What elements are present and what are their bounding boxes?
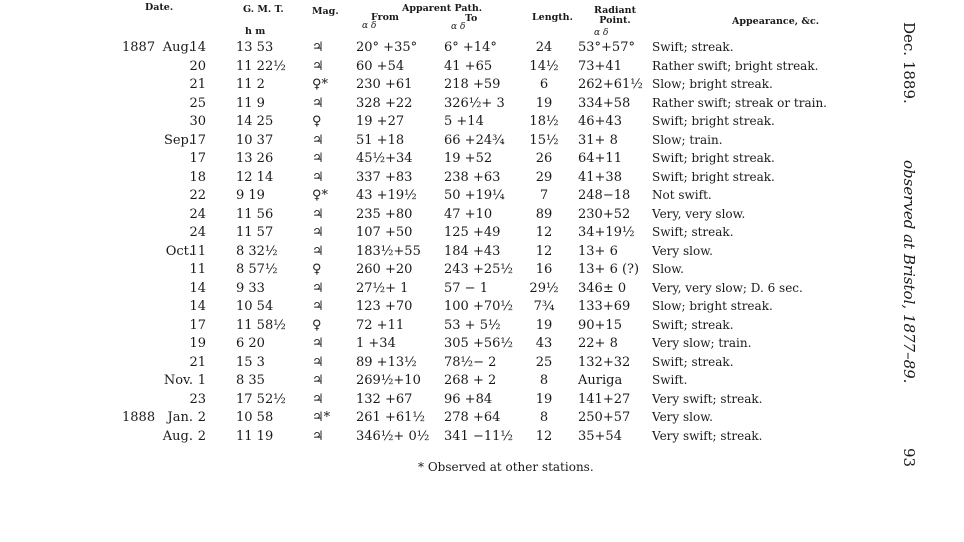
cell-to: 53 + 5½ xyxy=(444,317,501,333)
cell-from: 132 +67 xyxy=(356,391,413,407)
cell-from: 230 +61 xyxy=(356,77,413,92)
cell-day: 24 xyxy=(189,225,206,240)
table-row xyxy=(0,225,900,243)
cell-length: 43 xyxy=(535,336,553,351)
cell-gmt: 11 58½ xyxy=(236,317,286,333)
cell-day: 14 xyxy=(189,299,206,314)
cell-month: Aug. xyxy=(162,40,193,55)
cell-from: 72 +11 xyxy=(356,317,405,333)
cell-mag: ♃ xyxy=(312,151,324,166)
cell-day: 14 xyxy=(189,40,206,55)
header-apparent-path: Apparent Path. xyxy=(402,3,483,14)
cell-gmt: 13 53 xyxy=(236,40,274,55)
cell-mag: ♀ xyxy=(312,262,322,277)
cell-length: 89 xyxy=(535,206,553,222)
cell-radiant: 13+ 6 (?) xyxy=(578,262,640,277)
cell-mag: ♀* xyxy=(312,77,329,92)
cell-mag: ♃ xyxy=(312,373,324,388)
cell-radiant: 132+32 xyxy=(578,354,631,370)
cell-radiant: 41+38 xyxy=(578,169,622,185)
cell-gmt: 11 57 xyxy=(236,225,274,240)
cell-appearance: Very slow. xyxy=(652,243,713,258)
cell-radiant: 53°+57° xyxy=(578,40,635,55)
cell-gmt: 17 52½ xyxy=(236,391,286,407)
cell-appearance: Swift; streak. xyxy=(652,40,734,54)
cell-radiant: 64+11 xyxy=(578,151,622,166)
cell-appearance: Very swift; streak. xyxy=(652,428,763,443)
cell-day: 17 xyxy=(189,151,206,166)
table-row xyxy=(0,40,900,58)
cell-to: 47 +10 xyxy=(444,206,493,222)
cell-radiant: 46+43 xyxy=(578,114,622,129)
cell-length: 12 xyxy=(535,243,553,259)
cell-appearance: Very, very slow. xyxy=(652,206,746,221)
table-row xyxy=(0,151,900,169)
header-to-alpha-delta: α δ xyxy=(451,22,466,32)
cell-from: 337 +83 xyxy=(356,169,413,185)
cell-mag: ♃ xyxy=(312,391,324,407)
cell-gmt: 8 57½ xyxy=(236,262,278,277)
header-gmt-units: h m xyxy=(245,26,266,37)
cell-appearance: Swift; bright streak. xyxy=(652,114,775,128)
cell-gmt: 9 33 xyxy=(236,280,265,296)
cell-radiant: 31+ 8 xyxy=(578,132,618,148)
cell-day: 30 xyxy=(189,114,206,129)
cell-radiant: 230+52 xyxy=(578,206,631,222)
cell-length: 25 xyxy=(535,354,553,370)
cell-month: Sep. xyxy=(163,132,193,148)
cell-day: 24 xyxy=(189,206,206,222)
header-radiant-alpha-delta: α δ xyxy=(594,28,609,38)
cell-gmt: 11 22½ xyxy=(236,58,286,74)
table-row xyxy=(0,133,900,151)
cell-appearance: Swift; bright streak. xyxy=(652,169,775,184)
cell-from: 27½+ 1 xyxy=(356,280,409,296)
cell-length: 29½ xyxy=(529,280,559,296)
cell-from: 1 +34 xyxy=(356,336,396,351)
table-row xyxy=(0,336,900,354)
cell-radiant: 346± 0 xyxy=(578,280,627,296)
cell-length: 8 xyxy=(539,373,549,388)
cell-day: 2 xyxy=(197,410,206,425)
cell-from: 269½+10 xyxy=(356,373,421,388)
cell-day: 25 xyxy=(189,95,206,111)
header-appearance: Appearance, &c. xyxy=(732,16,820,27)
table-row xyxy=(0,77,900,95)
cell-gmt: 12 14 xyxy=(236,169,274,185)
table-row xyxy=(0,373,900,391)
table-row xyxy=(0,170,900,188)
cell-day: 17 xyxy=(189,317,206,333)
cell-mag: ♃ xyxy=(312,243,324,259)
header-radiant-point: Radiant Point. xyxy=(594,5,636,26)
table-row xyxy=(0,262,900,280)
cell-appearance: Not swift. xyxy=(652,188,712,202)
cell-radiant: 73+41 xyxy=(578,58,622,74)
cell-length: 18½ xyxy=(529,114,559,129)
cell-month: Jan. xyxy=(167,410,193,425)
cell-day: 1 xyxy=(197,373,206,388)
cell-mag: ♃ xyxy=(312,58,324,74)
header-date: Date. xyxy=(145,2,174,13)
cell-from: 346½+ 0½ xyxy=(356,428,430,444)
header-length: Length. xyxy=(532,12,573,23)
cell-length: 12 xyxy=(535,428,553,444)
cell-to: 57 − 1 xyxy=(444,280,488,296)
cell-to: 5 +14 xyxy=(444,114,484,129)
cell-radiant: 35+54 xyxy=(578,428,622,444)
page-number: 93 xyxy=(900,448,918,468)
cell-day: 14 xyxy=(189,280,206,296)
cell-to: 326½+ 3 xyxy=(444,95,505,111)
cell-appearance: Swift; bright streak. xyxy=(652,151,775,165)
table-row xyxy=(0,410,900,428)
table-row xyxy=(0,429,900,447)
cell-to: 41 +65 xyxy=(444,58,493,74)
cell-appearance: Rather swift; streak or train. xyxy=(652,95,827,110)
margin-date: Dec. 1889. xyxy=(900,22,918,104)
cell-from: 45½+34 xyxy=(356,151,413,166)
cell-gmt: 10 58 xyxy=(236,410,274,425)
cell-appearance: Swift; streak. xyxy=(652,317,734,332)
cell-day: 11 xyxy=(189,243,206,259)
cell-to: 78½− 2 xyxy=(444,354,497,370)
cell-from: 19 +27 xyxy=(356,114,405,129)
cell-from: 43 +19½ xyxy=(356,188,417,203)
cell-from: 60 +54 xyxy=(356,58,405,74)
cell-month: Oct. xyxy=(165,243,193,259)
cell-appearance: Swift. xyxy=(652,373,688,387)
cell-day: 2 xyxy=(197,428,206,444)
cell-from: 261 +61½ xyxy=(356,410,425,425)
cell-day: 22 xyxy=(189,188,206,203)
cell-radiant: 34+19½ xyxy=(578,225,635,240)
cell-length: 7¾ xyxy=(533,299,555,314)
header-from: From xyxy=(371,12,399,23)
cell-day: 21 xyxy=(189,77,206,92)
cell-to: 268 + 2 xyxy=(444,373,497,388)
cell-from: 260 +20 xyxy=(356,262,413,277)
table-row xyxy=(0,355,900,373)
cell-gmt: 10 54 xyxy=(236,299,274,314)
cell-mag: ♃ xyxy=(312,299,324,314)
cell-length: 6 xyxy=(539,77,549,92)
cell-to: 305 +56½ xyxy=(444,336,513,351)
cell-day: 11 xyxy=(189,262,206,277)
cell-gmt: 14 25 xyxy=(236,114,274,129)
table-row xyxy=(0,318,900,336)
cell-to: 341 −11½ xyxy=(444,428,513,444)
cell-gmt: 10 37 xyxy=(236,132,274,148)
cell-appearance: Slow; bright streak. xyxy=(652,77,773,91)
cell-length: 19 xyxy=(535,391,553,407)
cell-mag: ♃ xyxy=(312,206,324,222)
cell-length: 24 xyxy=(535,40,553,55)
cell-from: 20° +35° xyxy=(356,40,418,55)
cell-mag: ♃ xyxy=(312,354,324,370)
cell-gmt: 11 2 xyxy=(236,77,265,92)
cell-mag: ♃ xyxy=(312,280,324,296)
cell-from: 51 +18 xyxy=(356,132,405,148)
cell-mag: ♃* xyxy=(312,410,331,425)
cell-length: 26 xyxy=(535,151,553,166)
table-row xyxy=(0,114,900,132)
cell-year: 1887 xyxy=(122,40,156,55)
header-from-alpha-delta: α δ xyxy=(362,21,377,31)
table-row xyxy=(0,59,900,77)
cell-length: 16 xyxy=(535,262,553,277)
cell-appearance: Rather swift; bright streak. xyxy=(652,58,819,73)
cell-month: Aug. xyxy=(162,428,193,444)
cell-to: 66 +24¾ xyxy=(444,132,505,148)
cell-mag: ♃ xyxy=(312,40,324,55)
cell-appearance: Very slow. xyxy=(652,410,713,424)
cell-day: 23 xyxy=(189,391,206,407)
table-row xyxy=(0,281,900,299)
cell-from: 123 +70 xyxy=(356,299,413,314)
cell-length: 19 xyxy=(535,95,553,111)
cell-radiant: 13+ 6 xyxy=(578,243,618,259)
table-row xyxy=(0,299,900,317)
cell-to: 184 +43 xyxy=(444,243,501,259)
cell-day: 20 xyxy=(189,58,206,74)
cell-month: Nov. xyxy=(163,373,193,388)
table-row xyxy=(0,207,900,225)
cell-to: 243 +25½ xyxy=(444,262,513,277)
cell-radiant: 90+15 xyxy=(578,317,622,333)
cell-appearance: Slow; train. xyxy=(652,132,723,147)
cell-radiant: Auriga xyxy=(578,373,623,388)
cell-gmt: 8 35 xyxy=(236,373,265,388)
footnote: * Observed at other stations. xyxy=(418,460,594,474)
cell-appearance: Very slow; train. xyxy=(652,336,752,350)
cell-length: 29 xyxy=(535,169,553,185)
cell-gmt: 11 9 xyxy=(236,95,265,111)
cell-radiant: 22+ 8 xyxy=(578,336,618,351)
cell-year: 1888 xyxy=(122,410,156,425)
cell-gmt: 13 26 xyxy=(236,151,274,166)
cell-to: 6° +14° xyxy=(444,40,497,55)
cell-to: 218 +59 xyxy=(444,77,501,92)
cell-from: 107 +50 xyxy=(356,225,413,240)
cell-length: 14½ xyxy=(529,58,559,74)
cell-to: 278 +64 xyxy=(444,410,501,425)
cell-mag: ♃ xyxy=(312,169,324,185)
cell-to: 100 +70½ xyxy=(444,299,513,314)
cell-gmt: 15 3 xyxy=(236,354,265,370)
cell-radiant: 262+61½ xyxy=(578,77,643,92)
cell-mag: ♀ xyxy=(312,114,322,129)
cell-radiant: 248−18 xyxy=(578,188,631,203)
cell-from: 235 +80 xyxy=(356,206,413,222)
cell-radiant: 141+27 xyxy=(578,391,631,407)
header-gmt: G. M. T. xyxy=(243,4,284,15)
cell-radiant: 334+58 xyxy=(578,95,631,111)
cell-gmt: 6 20 xyxy=(236,336,265,351)
cell-mag: ♃ xyxy=(312,132,324,148)
cell-gmt: 11 56 xyxy=(236,206,274,222)
cell-gmt: 11 19 xyxy=(236,428,274,444)
cell-day: 19 xyxy=(189,336,206,351)
cell-from: 328 +22 xyxy=(356,95,413,111)
table-row xyxy=(0,96,900,114)
cell-day: 21 xyxy=(189,354,206,370)
cell-length: 15½ xyxy=(529,132,559,148)
cell-appearance: Swift; streak. xyxy=(652,225,734,239)
cell-appearance: Very swift; streak. xyxy=(652,391,763,406)
cell-to: 50 +19¼ xyxy=(444,188,505,203)
cell-radiant: 133+69 xyxy=(578,299,631,314)
cell-day: 17 xyxy=(189,132,206,148)
header-to: To xyxy=(465,13,478,24)
table-row xyxy=(0,244,900,262)
cell-to: 96 +84 xyxy=(444,391,493,407)
cell-mag: ♀ xyxy=(312,317,322,333)
cell-appearance: Slow; bright streak. xyxy=(652,299,773,313)
cell-length: 7 xyxy=(539,188,549,203)
cell-appearance: Very, very slow; D. 6 sec. xyxy=(652,280,803,295)
cell-length: 8 xyxy=(539,410,549,425)
table-row xyxy=(0,188,900,206)
cell-mag: ♀* xyxy=(312,188,329,203)
cell-appearance: Slow. xyxy=(652,262,684,276)
cell-mag: ♃ xyxy=(312,95,324,111)
cell-to: 238 +63 xyxy=(444,169,501,185)
cell-to: 125 +49 xyxy=(444,225,501,240)
cell-length: 12 xyxy=(535,225,553,240)
cell-mag: ♃ xyxy=(312,225,324,240)
cell-day: 18 xyxy=(189,169,206,185)
cell-length: 19 xyxy=(535,317,553,333)
cell-gmt: 8 32½ xyxy=(236,243,278,259)
cell-appearance: Swift; streak. xyxy=(652,354,734,369)
cell-from: 89 +13½ xyxy=(356,354,417,370)
cell-mag: ♃ xyxy=(312,336,324,351)
cell-mag: ♃ xyxy=(312,428,324,444)
cell-to: 19 +52 xyxy=(444,151,493,166)
header-mag: Mag. xyxy=(312,6,339,17)
cell-from: 183½+55 xyxy=(356,243,421,259)
cell-radiant: 250+57 xyxy=(578,410,631,425)
cell-gmt: 9 19 xyxy=(236,188,265,203)
table-row xyxy=(0,392,900,410)
margin-running-title: observed at Bristol, 1877–89. xyxy=(900,160,918,384)
